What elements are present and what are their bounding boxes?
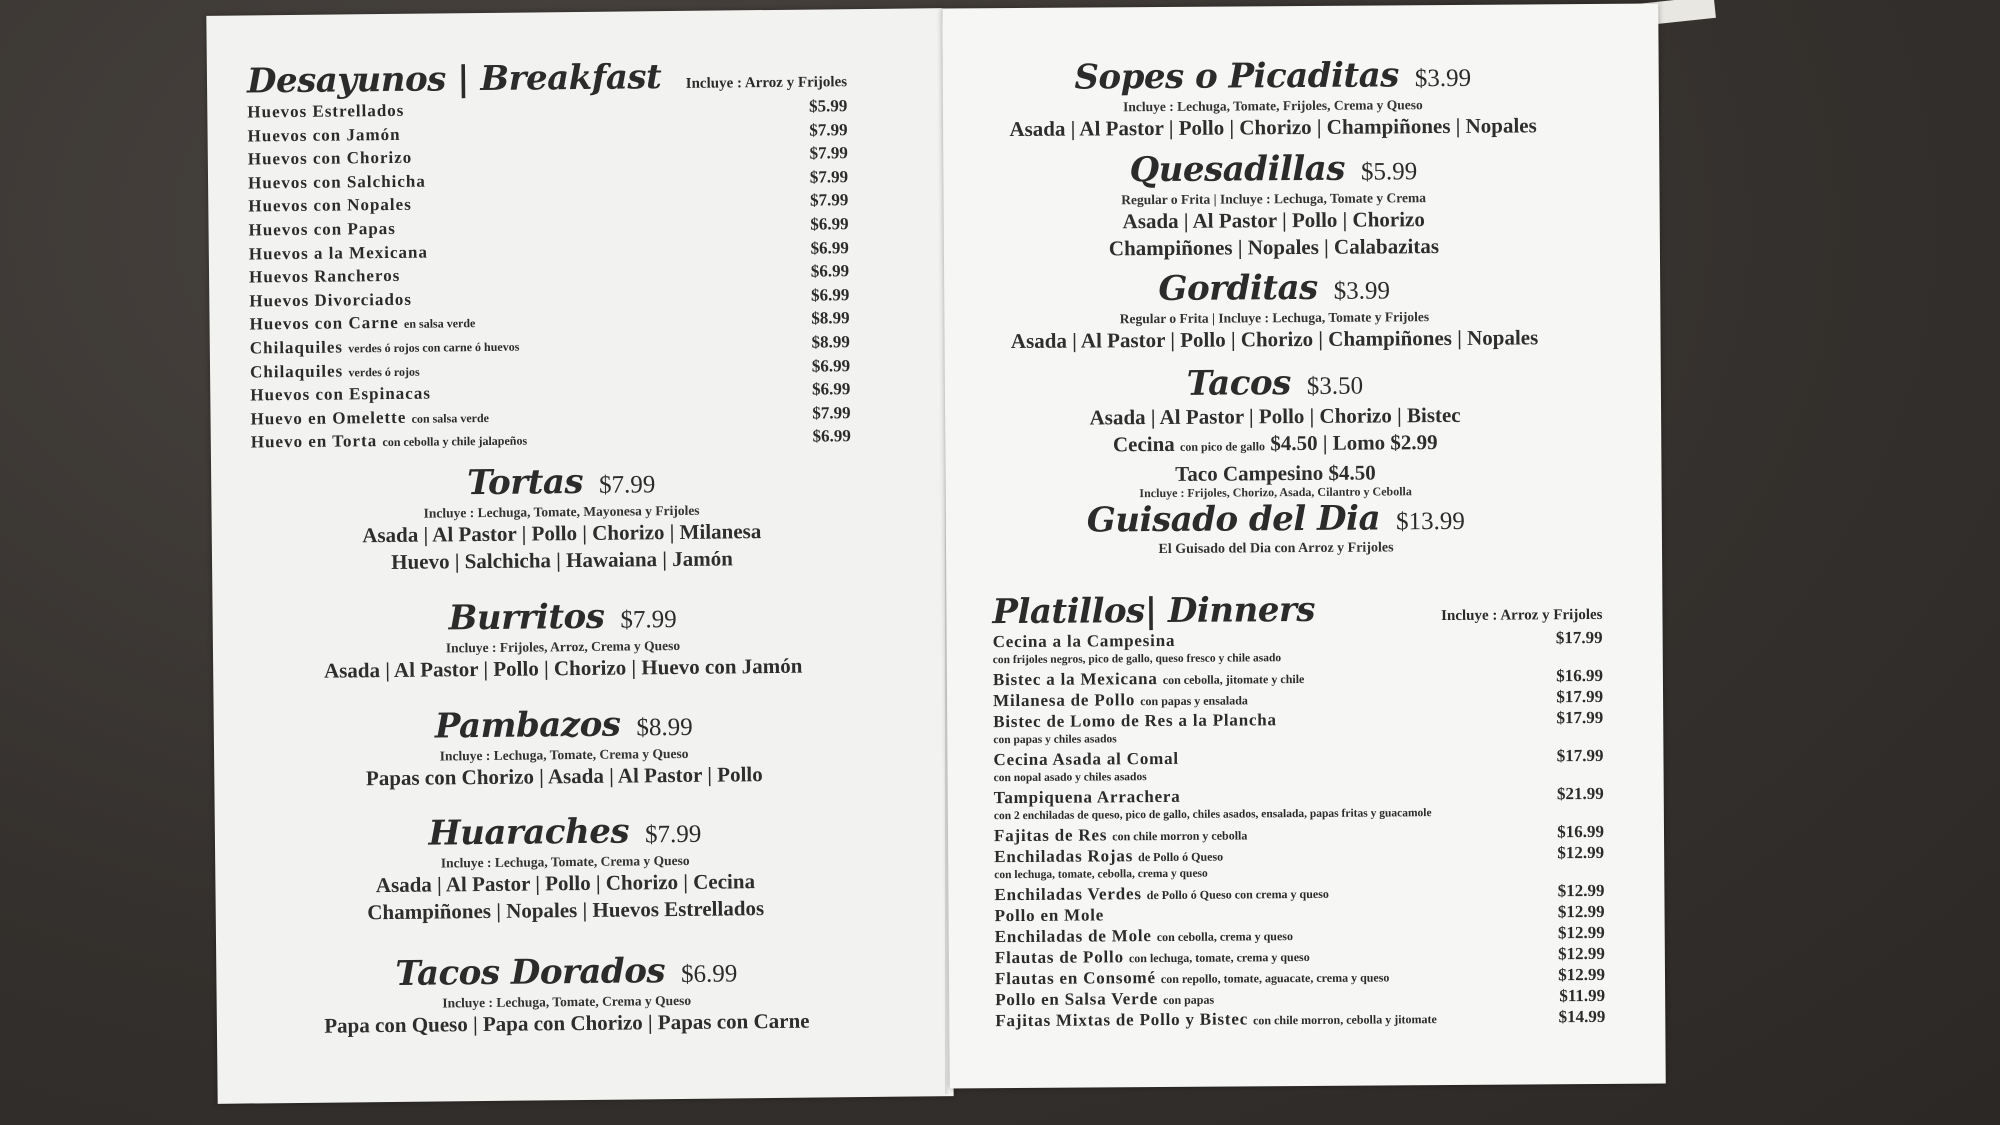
tortas-title: Tortas bbox=[466, 461, 584, 504]
dinner-item-price: $17.99 bbox=[1556, 745, 1604, 766]
sopes-section bbox=[973, 54, 1574, 143]
tacos-options: Asada | Al Pastor | Pollo | Chorizo | Bistec bbox=[1089, 402, 1461, 430]
breakfast-item-price: $8.99 bbox=[811, 332, 850, 352]
quesadillas-price: $5.99 bbox=[1360, 158, 1418, 186]
dinner-item-price: $17.99 bbox=[1555, 627, 1603, 648]
breakfast-item-name: Huevos con Nopales bbox=[248, 195, 412, 216]
dinner-item-price: $12.99 bbox=[1557, 842, 1605, 863]
dinner-item-price: $21.99 bbox=[1556, 783, 1604, 804]
dinner-item-label bbox=[995, 905, 1105, 927]
dinner-item-row bbox=[995, 1007, 1605, 1032]
dinner-item-description: con nopal asado y chiles asados bbox=[993, 771, 1147, 785]
breakfast-item-label bbox=[250, 335, 520, 361]
pambazos-includes: Incluye : Lechuga, Tomate, Crema y Queso bbox=[439, 745, 689, 764]
dinner-item-name: Fajitas de Res bbox=[993, 825, 1108, 846]
dinner-item bbox=[993, 708, 1603, 747]
dinner-item-name: Pollo en Mole bbox=[994, 905, 1105, 926]
breakfast-item-name: Chilaquiles bbox=[249, 361, 344, 381]
dinner-item-label bbox=[995, 946, 1310, 969]
menu-page-right bbox=[942, 4, 1666, 1089]
tacos-cecina-note: con pico de gallo bbox=[1179, 439, 1266, 454]
burritos-price: $7.99 bbox=[620, 605, 677, 634]
dinner-item-label bbox=[994, 787, 1181, 809]
dinner-item-name: Enchiladas Rojas bbox=[994, 846, 1134, 867]
breakfast-item-price: $7.99 bbox=[809, 166, 849, 187]
tacos-dorados-section bbox=[256, 949, 877, 1040]
dinner-item-label bbox=[993, 668, 1305, 691]
breakfast-item-name: Huevos a la Mexicana bbox=[248, 242, 429, 264]
tacos-cecina: Cecina bbox=[1112, 431, 1175, 457]
dinner-item-name: Cecina a la Campesina bbox=[992, 630, 1176, 652]
breakfast-item-label bbox=[248, 218, 396, 243]
pambazos-options: Papas con Chorizo | Asada | Al Pastor | Pollo bbox=[365, 762, 763, 791]
sopes-title: Sopes o Picaditas bbox=[1074, 55, 1399, 98]
dinner-item-name: Enchiladas de Mole bbox=[994, 926, 1152, 947]
dinner-item-name: Fajitas Mixtas de Pollo y Bistec bbox=[995, 1009, 1249, 1031]
breakfast-item-price: $6.99 bbox=[810, 214, 849, 234]
dinner-item-description: con 2 enchiladas de queso, pico de gallo, chiles asados, ensalada, papas fritas y guacamole bbox=[993, 807, 1432, 823]
dinner-item-price: $12.99 bbox=[1558, 964, 1606, 985]
dinner-item-note: con cebolla, jitomate y chile bbox=[1162, 672, 1305, 687]
pambazos-price: $8.99 bbox=[636, 713, 693, 742]
dinner-item-label bbox=[994, 824, 1247, 847]
dinner-item-note: con chile morron, cebolla y jitomate bbox=[1253, 1012, 1437, 1028]
quesadillas-title: Quesadillas bbox=[1129, 148, 1346, 191]
huaraches-options-1: Asada | Al Pastor | Pollo | Chorizo | Cecina bbox=[375, 869, 756, 898]
breakfast-item-name: Huevos con Espinacas bbox=[250, 383, 431, 405]
tacos-section bbox=[975, 361, 1576, 502]
dinner-item-note: con lechuga, tomate, crema y queso bbox=[1128, 949, 1310, 966]
sopes-price: $3.99 bbox=[1414, 64, 1472, 93]
breakfast-item-price: $6.99 bbox=[810, 261, 850, 281]
gorditas-includes: Regular o Frita | Incluye : Lechuga, Tomate y Frijoles bbox=[1119, 309, 1430, 327]
breakfast-title: Desayunos | Breakfast bbox=[246, 57, 662, 102]
dinner-item-label bbox=[995, 966, 1390, 990]
dinner-item-note: de Pollo ó Queso bbox=[1138, 849, 1224, 865]
pambazos-title: Pambazos bbox=[434, 704, 621, 747]
dinner-item-label bbox=[994, 883, 1329, 906]
dinner-item-name: Tampiquena Arrachera bbox=[993, 786, 1181, 808]
dinner-item-note: con papas y ensalada bbox=[1140, 693, 1248, 709]
dinner-item-price: $17.99 bbox=[1556, 707, 1604, 728]
dinner-item-label bbox=[993, 710, 1277, 733]
breakfast-item-price: $7.99 bbox=[809, 143, 848, 163]
breakfast-item-label bbox=[248, 194, 412, 219]
breakfast-item-name: Huevo en Torta bbox=[250, 431, 378, 452]
dinner-item-label bbox=[993, 631, 1176, 653]
breakfast-item-name: Chilaquiles bbox=[249, 337, 344, 358]
dinner-item-label bbox=[995, 1008, 1437, 1032]
huaraches-options-2: Champiñones | Nopales | Huevos Estrellados bbox=[367, 896, 765, 925]
breakfast-item-price: $6.99 bbox=[811, 355, 851, 376]
dinner-item bbox=[994, 843, 1604, 882]
breakfast-item-label bbox=[249, 241, 428, 266]
tacos-campesino: Taco Campesino $4.50 bbox=[1175, 460, 1376, 486]
huaraches-title: Huaraches bbox=[428, 811, 630, 854]
dinner-item-price: $12.99 bbox=[1557, 901, 1605, 922]
tacos-title: Tacos bbox=[1186, 363, 1291, 404]
breakfast-item-name: Huevos Estrellados bbox=[247, 100, 405, 122]
dinner-item-label bbox=[993, 749, 1179, 771]
tortas-options-1: Asada | Al Pastor | Pollo | Chorizo | Milanesa bbox=[362, 519, 762, 548]
dinner-item-note: con chile morron y cebolla bbox=[1112, 828, 1248, 844]
dinner-item bbox=[993, 628, 1603, 667]
burritos-options: Asada | Al Pastor | Pollo | Chorizo | Huevo con Jamón bbox=[323, 653, 803, 683]
dinner-item-description: con papas y chiles asados bbox=[993, 733, 1117, 747]
dinner-item-description: con lechuga, tomate, cebolla, crema y queso bbox=[994, 867, 1208, 882]
huaraches-section bbox=[255, 809, 876, 927]
dinner-item-price: $12.99 bbox=[1557, 922, 1605, 943]
dinner-item-label bbox=[995, 925, 1293, 948]
dinners-section bbox=[992, 588, 1605, 1032]
breakfast-item-note: verdes ó rojos con carne ó huevos bbox=[348, 339, 520, 356]
dinner-item-note: con papas bbox=[1163, 992, 1215, 1007]
dinner-item-price: $14.99 bbox=[1558, 1006, 1606, 1027]
breakfast-item-label bbox=[247, 123, 400, 148]
breakfast-item-name: Huevos Rancheros bbox=[248, 266, 401, 287]
breakfast-item-label bbox=[247, 100, 404, 125]
dinner-item-price: $16.99 bbox=[1557, 821, 1605, 842]
pambazos-section bbox=[254, 702, 875, 793]
dinners-title: Platillos| Dinners bbox=[992, 589, 1316, 633]
breakfast-item-price: $6.99 bbox=[812, 426, 851, 446]
guisado-includes: El Guisado del Dia con Arroz y Frijoles bbox=[1158, 540, 1394, 558]
breakfast-item-label bbox=[248, 147, 413, 172]
quesadillas-section bbox=[973, 147, 1574, 263]
dinner-item-label bbox=[994, 846, 1223, 869]
dinner-item bbox=[993, 746, 1603, 785]
breakfast-item-label bbox=[251, 429, 528, 455]
breakfast-item-note: con salsa verde bbox=[411, 410, 489, 426]
breakfast-item-price: $6.99 bbox=[810, 284, 850, 305]
breakfast-item bbox=[251, 425, 851, 455]
dinner-item-name: Flautas de Pollo bbox=[994, 947, 1124, 968]
breakfast-item-note: con cebolla y chile jalapeños bbox=[382, 433, 528, 450]
breakfast-item-label bbox=[248, 170, 426, 195]
guisado-price: $13.99 bbox=[1395, 507, 1465, 536]
tacos-includes: Incluye : Frijoles, Chorizo, Asada, Cilantro y Cebolla bbox=[1139, 484, 1412, 501]
tacos-dorados-price: $6.99 bbox=[680, 960, 738, 988]
breakfast-includes: Incluye : Arroz y Frijoles bbox=[685, 74, 848, 92]
sopes-includes: Incluye : Lechuga, Tomate, Frijoles, Crema y Queso bbox=[1123, 97, 1423, 115]
dinner-item-price: $17.99 bbox=[1556, 686, 1604, 707]
dinner-item-name: Milanesa de Pollo bbox=[993, 690, 1136, 711]
quesadillas-options-2: Champiñones | Nopales | Calabazitas bbox=[1108, 234, 1440, 261]
breakfast-item-price: $6.99 bbox=[811, 379, 851, 399]
breakfast-item-price: $7.99 bbox=[812, 402, 851, 423]
breakfast-item-name: Huevos con Salchicha bbox=[247, 171, 426, 193]
breakfast-item-name: Huevos con Papas bbox=[248, 218, 396, 240]
dinner-item bbox=[994, 784, 1604, 823]
huaraches-price: $7.99 bbox=[644, 820, 702, 849]
guisado-section bbox=[976, 497, 1576, 559]
breakfast-item-name: Huevos con Carne bbox=[249, 313, 399, 334]
dinner-item-label bbox=[993, 689, 1248, 712]
breakfast-item-note: verdes ó rojos bbox=[348, 364, 420, 379]
gorditas-options: Asada | Al Pastor | Pollo | Chorizo | Champiñones | Nopales bbox=[1010, 325, 1539, 354]
tortas-includes: Incluye : Lechuga, Tomate, Mayonesa y Frijoles bbox=[423, 502, 700, 521]
breakfast-item-label bbox=[249, 288, 412, 313]
quesadillas-includes: Regular o Frita | Incluye : Lechuga, Tomate y Crema bbox=[1121, 190, 1426, 208]
quesadillas-options-1: Asada | Al Pastor | Pollo | Chorizo bbox=[1122, 207, 1425, 234]
dinner-item-price: $16.99 bbox=[1556, 665, 1603, 686]
breakfast-item-price: $8.99 bbox=[811, 308, 850, 328]
breakfast-item-price: $6.99 bbox=[810, 237, 849, 258]
gorditas-section bbox=[974, 266, 1575, 355]
breakfast-item-label bbox=[250, 359, 420, 384]
gorditas-title: Gorditas bbox=[1158, 267, 1318, 310]
breakfast-section bbox=[247, 55, 851, 455]
dinner-item-price: $11.99 bbox=[1559, 985, 1606, 1006]
dinner-item-note: de Pollo ó Queso con crema y queso bbox=[1146, 886, 1329, 903]
dinner-item-name: Flautas en Consomé bbox=[994, 968, 1156, 989]
dinners-list bbox=[993, 628, 1606, 1032]
breakfast-item-label bbox=[250, 383, 431, 408]
dinner-item-price: $12.99 bbox=[1557, 880, 1605, 901]
menu-page-left bbox=[206, 8, 953, 1104]
tacos-price: $3.50 bbox=[1306, 372, 1364, 400]
sopes-options: Asada | Al Pastor | Pollo | Chorizo | Champiñones | Nopales bbox=[1009, 113, 1537, 142]
huaraches-includes: Incluye : Lechuga, Tomate, Crema y Queso bbox=[440, 852, 690, 871]
breakfast-item-price: $7.99 bbox=[809, 119, 848, 140]
burritos-includes: Incluye : Frijoles, Arroz, Crema y Queso bbox=[445, 637, 681, 656]
breakfast-list bbox=[247, 95, 851, 455]
dinner-item-label bbox=[995, 989, 1214, 1012]
dinner-item-name: Bistec a la Mexicana bbox=[992, 669, 1158, 690]
tacos-dorados-title: Tacos Dorados bbox=[395, 951, 666, 994]
tacos-dorados-options: Papa con Queso | Papa con Chorizo | Papas con Carne bbox=[324, 1008, 810, 1038]
tacos-cecina-price: $4.50 | Lomo $2.99 bbox=[1270, 430, 1438, 456]
tortas-price: $7.99 bbox=[598, 471, 656, 499]
breakfast-item-name: Huevo en Omelette bbox=[250, 407, 407, 429]
breakfast-item-name: Huevos Divorciados bbox=[249, 289, 413, 311]
dinner-item-name: Enchiladas Verdes bbox=[994, 884, 1142, 905]
dinner-item bbox=[995, 1007, 1605, 1032]
gorditas-price: $3.99 bbox=[1333, 277, 1391, 305]
dinner-item-name: Cecina Asada al Comal bbox=[993, 748, 1179, 770]
breakfast-item-label bbox=[249, 265, 400, 290]
breakfast-item-label bbox=[250, 406, 489, 432]
dinners-includes: Incluye : Arroz y Frijoles bbox=[1441, 606, 1603, 625]
burritos-section bbox=[252, 594, 873, 685]
tortas-options-2: Huevo | Salchicha | Hawaiana | Jamón bbox=[391, 546, 734, 574]
breakfast-item-price: $7.99 bbox=[809, 190, 849, 210]
tacos-cecina-line bbox=[975, 428, 1575, 462]
tacos-dorados-includes: Incluye : Lechuga, Tomate, Crema y Queso bbox=[442, 992, 692, 1011]
dinner-item-description: con frijoles negros, pico de gallo, queso fresco y chile asado bbox=[992, 652, 1282, 667]
breakfast-item-note: en salsa verde bbox=[403, 316, 476, 332]
breakfast-item-label bbox=[249, 311, 475, 337]
breakfast-item-name: Huevos con Chorizo bbox=[247, 147, 413, 169]
breakfast-item-name: Huevos con Jamón bbox=[247, 124, 401, 146]
breakfast-item-price: $5.99 bbox=[808, 96, 848, 116]
dinner-item-name: Bistec de Lomo de Res a la Plancha bbox=[993, 710, 1277, 732]
dinner-item-name: Pollo en Salsa Verde bbox=[995, 989, 1159, 1010]
dinner-item-price: $12.99 bbox=[1558, 943, 1605, 964]
guisado-title: Guisado del Dia bbox=[1086, 498, 1381, 541]
dinner-item-note: con cebolla, crema y queso bbox=[1156, 929, 1293, 945]
tortas-section bbox=[251, 459, 872, 577]
dinner-item-note: con repollo, tomate, aguacate, crema y queso bbox=[1160, 970, 1390, 987]
burritos-title: Burritos bbox=[448, 596, 605, 639]
